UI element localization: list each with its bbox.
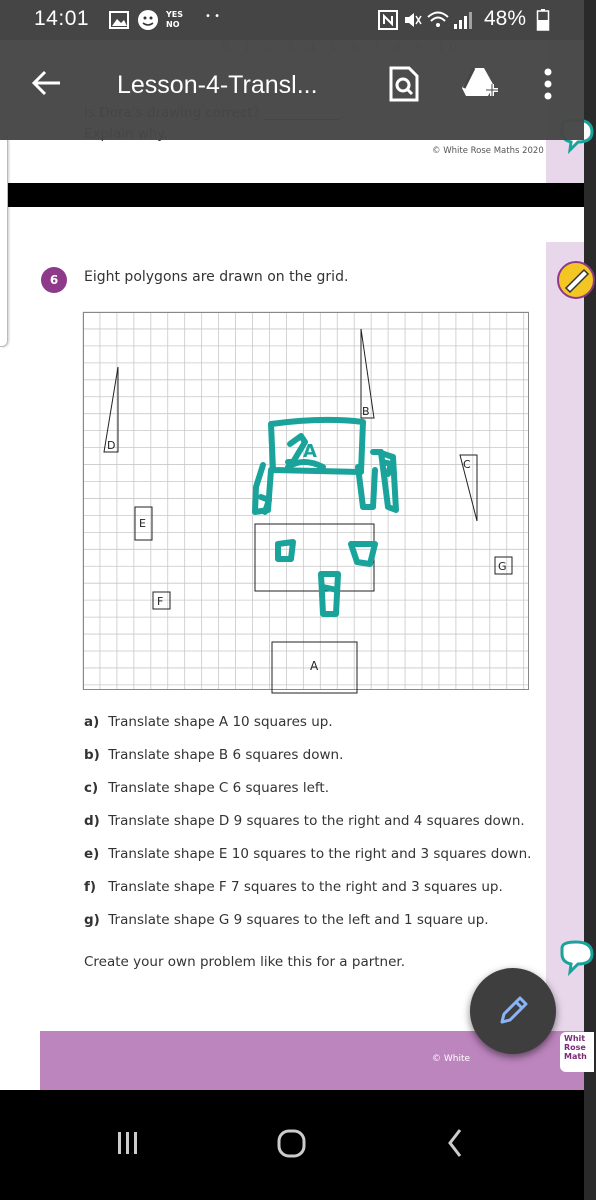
part-text: Translate shape C 6 squares left.	[108, 780, 329, 796]
battery-percent: 48%	[483, 7, 526, 30]
question-part-c	[84, 780, 544, 813]
shape-c-label: C	[463, 458, 471, 471]
question-part-g	[84, 912, 544, 945]
gallery-icon	[109, 11, 129, 29]
translation-grid	[83, 312, 529, 690]
signal-icon	[452, 10, 474, 30]
recent-apps-icon[interactable]	[103, 1118, 153, 1168]
handwritten-label: A	[303, 441, 317, 462]
part-text: Translate shape E 10 squares to the right and 3 squares down.	[108, 846, 532, 862]
edit-fab-button[interactable]	[470, 968, 556, 1054]
question-number-badge: 6	[41, 267, 67, 293]
yes-no-badge: YES NO	[166, 10, 184, 29]
part-letter: c)	[84, 780, 99, 796]
logo-line: Whit	[564, 1034, 586, 1043]
question-parts-list	[84, 714, 544, 945]
wifi-icon	[426, 10, 450, 30]
clock: 14:01	[34, 7, 90, 30]
part-text: Translate shape F 7 squares to the right and 3 squares up.	[108, 879, 503, 895]
battery-icon	[537, 9, 549, 31]
handwritten-drawing	[255, 420, 396, 614]
add-to-drive-icon[interactable]	[460, 64, 500, 104]
shape-a-label: A	[310, 659, 319, 673]
document-title: Lesson-4-Transl...	[117, 71, 318, 99]
page-separator	[0, 183, 584, 207]
home-icon[interactable]	[267, 1118, 317, 1168]
nav-back-icon[interactable]	[431, 1118, 481, 1168]
part-letter: d)	[84, 813, 100, 829]
part-letter: f)	[84, 879, 97, 895]
logo-line: Math	[564, 1052, 587, 1061]
logo-line: Rose	[564, 1043, 586, 1052]
white-rose-maths-logo	[560, 1032, 594, 1072]
shape-g-label: G	[498, 560, 507, 573]
system-nav-bar	[0, 1090, 584, 1200]
shape-f-label: F	[157, 595, 164, 608]
question-prompt: Eight polygons are drawn on the grid.	[84, 269, 349, 285]
notification-dots: • •	[205, 11, 220, 22]
part-text: Translate shape B 6 squares down.	[108, 747, 344, 763]
own-problem-prompt: Create your own problem like this for a partner.	[84, 954, 406, 970]
speech-bubble-icon-2	[556, 940, 596, 980]
pdf-document-view[interactable]	[0, 40, 587, 1090]
question-part-d	[84, 813, 544, 846]
document-search-icon[interactable]	[383, 64, 423, 104]
pencil-edit-icon	[496, 994, 530, 1028]
more-vertical-icon[interactable]	[528, 64, 568, 104]
part-text: Translate shape A 10 squares up.	[108, 714, 333, 730]
part-letter: a)	[84, 714, 100, 730]
pencil-challenge-icon	[556, 260, 596, 300]
mute-icon	[402, 10, 422, 30]
part-text: Translate shape D 9 squares to the right and 4 squares down.	[108, 813, 525, 829]
part-text: Translate shape G 9 squares to the left and 1 square up.	[108, 912, 489, 928]
side-panel-handle[interactable]	[0, 135, 8, 347]
app-bar	[0, 40, 584, 140]
question-part-a	[84, 714, 544, 747]
previous-page-copyright: © White Rose Maths 2020	[432, 146, 544, 156]
status-bar	[0, 0, 584, 40]
question-part-f	[84, 879, 544, 912]
arrow-left-icon[interactable]	[30, 66, 64, 100]
shape-d-label: D	[107, 439, 116, 452]
part-letter: b)	[84, 747, 100, 763]
shape-b-label: B	[362, 405, 370, 418]
meme-face-icon	[137, 9, 159, 31]
part-letter: g)	[84, 912, 100, 928]
part-letter: e)	[84, 846, 100, 862]
footer-copyright: © White	[432, 1054, 471, 1064]
grid-lines	[83, 312, 529, 690]
question-part-b	[84, 747, 544, 780]
shape-e-label: E	[139, 517, 146, 530]
nfc-icon	[378, 10, 398, 30]
question-part-e	[84, 846, 544, 879]
grid-border	[84, 313, 529, 690]
